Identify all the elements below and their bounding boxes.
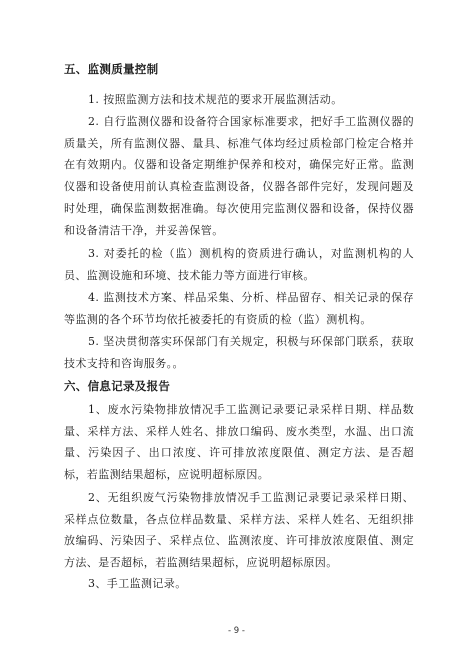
paragraph: 1、废水污染物排放情况手工监测记录要记录采样日期、样品数量、采样方法、采样人姓名、排放口编码、废水类型，水温、出口流量、污染因子、出口浓度、许可排放浓度限值、测定方法、是否超标，若监测结果超标，应说明超标原因。 <box>64 403 414 482</box>
paragraph: 2. 自行监测仪器和设备符合国家标准要求，把好手工监测仪器的质量关，所有监测仪器、量具、标准气体均经过质检部门检定合格并在有效期内。仪器和设备定期维护保养和校对，确保完好正常。监测仪器和设备使用前认真检查监测设备，仪器各部件完好，发现问题及时处理，确保监测数据准确。每次使用完监测仪器和设备，保持仪器和设备清洁干净，并妥善保管。 <box>64 115 414 237</box>
section-heading-records-reporting: 六、信息记录及报告 <box>64 379 171 393</box>
paragraph: 3、手工监测记录。 <box>88 577 187 590</box>
section-heading-quality-control: 五、监测质量控制 <box>64 62 159 76</box>
paragraph: 3. 对委托的检（监）测机构的资质进行确认，对监测机构的人员、监测设施和环境、技术能力等方面进行审核。 <box>64 247 414 282</box>
paragraph: 5. 坚决贯彻落实环保部门有关规定，积极与环保部门联系，获取技术支持和咨询服务。。 <box>64 335 414 370</box>
paragraph: 1. 按照监测方法和技术规范的要求开展监测活动。 <box>88 93 343 106</box>
page-number: - 9 - <box>228 626 245 636</box>
paragraph: 2、无组织废气污染物排放情况手工监测记录要记录采样日期、采样点位数量，各点位样品数量、采样方法、采样人姓名、无组织排放编码、污染因子、采样点位、监测浓度、许可排放浓度限值、测定方法、是否超标，若监测结果超标，应说明超标原因。 <box>64 491 414 570</box>
paragraph: 4. 监测技术方案、样品采集、分析、样品留存、相关记录的保存等监测的各个环节均依托被委托的有资质的检（监）测机构。 <box>64 291 414 326</box>
